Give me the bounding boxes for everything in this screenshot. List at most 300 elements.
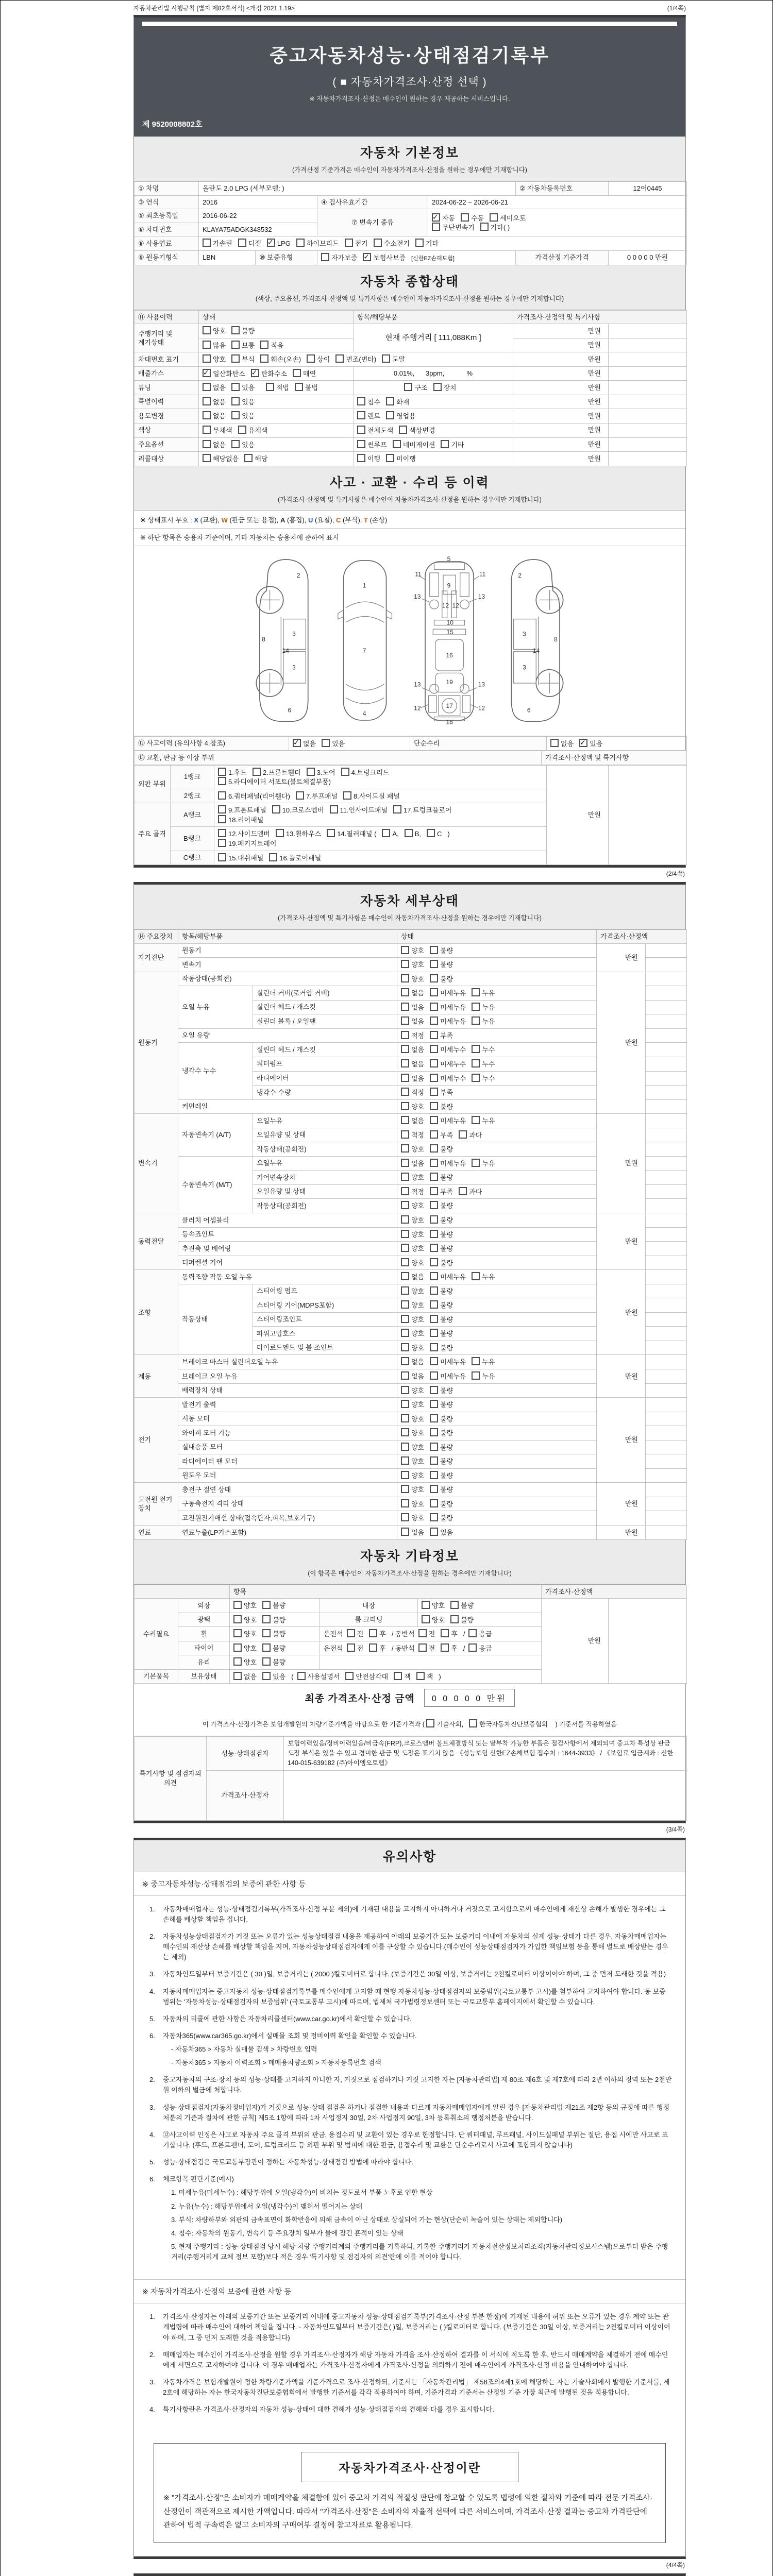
checkbox-icon[interactable]: [233, 1657, 242, 1666]
checkbox-option[interactable]: [430, 1456, 453, 1466]
checkbox-icon[interactable]: [430, 1173, 438, 1181]
checkbox-option[interactable]: [401, 1031, 424, 1041]
checkbox-icon[interactable]: [262, 1629, 271, 1637]
checkbox-icon[interactable]: [430, 1513, 438, 1521]
checkbox-option[interactable]: [401, 974, 424, 984]
checkbox-icon[interactable]: [401, 1244, 409, 1252]
checkbox-option[interactable]: [322, 739, 345, 749]
checkbox-icon[interactable]: [343, 791, 351, 800]
checkbox-option[interactable]: [386, 411, 416, 421]
checkbox-icon[interactable]: [480, 223, 489, 231]
checkbox-icon[interactable]: [369, 1629, 377, 1637]
checkbox-option[interactable]: [401, 1130, 424, 1140]
checkbox-option[interactable]: [472, 1357, 495, 1367]
checkbox-icon[interactable]: [374, 239, 382, 247]
checkbox-icon[interactable]: [401, 960, 409, 968]
checkbox-option[interactable]: [330, 805, 388, 815]
checkbox-option[interactable]: [238, 239, 261, 248]
checkbox-option[interactable]: [262, 1629, 285, 1639]
checkbox-icon[interactable]: [262, 1672, 271, 1680]
checkbox-icon[interactable]: [401, 1215, 409, 1224]
checkbox-option[interactable]: [401, 1088, 424, 1097]
checkbox-option[interactable]: [430, 1102, 453, 1112]
checkbox-icon[interactable]: [472, 1003, 480, 1011]
checkbox-icon[interactable]: [401, 1230, 409, 1238]
checkbox-icon[interactable]: [321, 253, 329, 261]
checkbox-option[interactable]: [430, 1173, 453, 1182]
checkbox-icon[interactable]: [401, 1315, 409, 1323]
checkbox-icon[interactable]: [430, 1144, 438, 1153]
checkbox-checked-icon[interactable]: [251, 369, 259, 377]
checkbox-option[interactable]: [231, 411, 255, 421]
checkbox-option[interactable]: [430, 1499, 453, 1509]
checkbox-icon[interactable]: [203, 426, 211, 434]
checkbox-option[interactable]: [430, 1300, 453, 1310]
checkbox-icon[interactable]: [262, 1657, 271, 1666]
checkbox-icon[interactable]: [238, 239, 246, 247]
checkbox-option[interactable]: [233, 1629, 257, 1639]
checkbox-option[interactable]: [472, 1159, 495, 1168]
checkbox-option[interactable]: [426, 1719, 463, 1728]
checkbox-icon[interactable]: [430, 1300, 438, 1309]
checkbox-option[interactable]: [430, 946, 453, 956]
checkbox-icon[interactable]: [472, 1059, 480, 1067]
checkbox-option[interactable]: [262, 1672, 285, 1682]
checkbox-icon[interactable]: [430, 960, 438, 968]
checkbox-option[interactable]: [472, 1272, 495, 1282]
checkbox-icon[interactable]: [430, 1031, 438, 1039]
checkbox-option[interactable]: [218, 815, 263, 825]
checkbox-icon[interactable]: [401, 1300, 409, 1309]
checkbox-icon[interactable]: [430, 1315, 438, 1323]
checkbox-option[interactable]: [203, 383, 226, 393]
checkbox-icon[interactable]: [262, 1601, 271, 1609]
checkbox-option[interactable]: [369, 1629, 386, 1639]
checkbox-option[interactable]: [327, 829, 376, 839]
checkbox-option[interactable]: [401, 1443, 424, 1452]
checkbox-icon[interactable]: [430, 1159, 438, 1167]
checkbox-icon[interactable]: [430, 1386, 438, 1394]
checkbox-icon[interactable]: [430, 1088, 438, 1096]
checkbox-option[interactable]: [393, 805, 451, 815]
checkbox-icon[interactable]: [231, 326, 240, 334]
checkbox-icon[interactable]: [404, 383, 412, 391]
checkbox-option[interactable]: [401, 1059, 424, 1069]
checkbox-icon[interactable]: [253, 768, 261, 776]
checkbox-checked-icon[interactable]: [267, 239, 275, 247]
checkbox-option[interactable]: [262, 1643, 285, 1653]
checkbox-icon[interactable]: [272, 805, 280, 814]
checkbox-option[interactable]: [430, 1272, 466, 1282]
checkbox-icon[interactable]: [347, 1643, 355, 1652]
checkbox-option[interactable]: [357, 397, 380, 407]
checkbox-icon[interactable]: [472, 1357, 480, 1365]
checkbox-icon[interactable]: [401, 1513, 409, 1521]
checkbox-option[interactable]: [401, 1300, 424, 1310]
checkbox-icon[interactable]: [433, 383, 442, 391]
checkbox-option[interactable]: [469, 1719, 548, 1728]
checkbox-option[interactable]: [203, 239, 232, 248]
checkbox-icon[interactable]: [357, 411, 365, 419]
checkbox-option[interactable]: [386, 397, 409, 407]
checkbox-icon[interactable]: [401, 1386, 409, 1394]
checkbox-icon[interactable]: [418, 1629, 427, 1637]
checkbox-option[interactable]: [260, 341, 283, 350]
checkbox-option[interactable]: [386, 454, 416, 464]
checkbox-option[interactable]: [401, 1528, 424, 1537]
checkbox-icon[interactable]: [231, 397, 240, 405]
checkbox-option[interactable]: [218, 839, 276, 849]
checkbox-option[interactable]: [231, 341, 255, 350]
checkbox-option[interactable]: [401, 1471, 424, 1481]
checkbox-icon[interactable]: [399, 426, 407, 434]
checkbox-option[interactable]: [430, 1357, 466, 1367]
checkbox-icon[interactable]: [430, 974, 438, 982]
checkbox-icon[interactable]: [203, 454, 211, 462]
checkbox-icon[interactable]: [430, 1059, 438, 1067]
checkbox-option[interactable]: [430, 1016, 466, 1026]
checkbox-icon[interactable]: [401, 1016, 409, 1025]
checkbox-option[interactable]: [430, 1485, 453, 1495]
checkbox-option[interactable]: [441, 1629, 458, 1639]
checkbox-icon[interactable]: [401, 1031, 409, 1039]
checkbox-icon[interactable]: [472, 1045, 480, 1053]
checkbox-icon[interactable]: [330, 805, 338, 814]
checkbox-icon[interactable]: [341, 768, 349, 776]
checkbox-icon[interactable]: [269, 853, 277, 861]
checkbox-option[interactable]: [295, 383, 318, 393]
checkbox-icon[interactable]: [430, 1357, 438, 1365]
checkbox-option[interactable]: [401, 1485, 424, 1495]
checkbox-icon[interactable]: [295, 383, 303, 391]
checkbox-option[interactable]: [430, 1258, 453, 1268]
checkbox-option[interactable]: [401, 1315, 424, 1325]
checkbox-icon[interactable]: [233, 1643, 242, 1652]
checkbox-icon[interactable]: [357, 454, 365, 462]
checkbox-icon[interactable]: [401, 1116, 409, 1124]
checkbox-option[interactable]: [430, 1386, 453, 1396]
checkbox-icon[interactable]: [441, 440, 449, 448]
checkbox-option[interactable]: [347, 1643, 364, 1653]
checkbox-icon[interactable]: [426, 1719, 434, 1727]
checkbox-icon[interactable]: [430, 1201, 438, 1209]
checkbox-option[interactable]: [472, 1371, 495, 1381]
checkbox-option[interactable]: [430, 1286, 453, 1296]
checkbox-option[interactable]: [393, 440, 435, 450]
checkbox-icon[interactable]: [233, 1672, 242, 1680]
checkbox-icon[interactable]: [218, 829, 226, 837]
checkbox-option[interactable]: [382, 354, 405, 364]
checkbox-icon[interactable]: [218, 777, 226, 785]
checkbox-option[interactable]: [401, 1343, 424, 1353]
checkbox-icon[interactable]: [401, 1456, 409, 1465]
checkbox-icon[interactable]: [244, 454, 253, 462]
checkbox-icon[interactable]: [472, 1371, 480, 1380]
checkbox-option[interactable]: [296, 791, 338, 801]
checkbox-option[interactable]: [404, 383, 427, 393]
checkbox-option[interactable]: [405, 829, 421, 839]
checkbox-icon[interactable]: [416, 1672, 425, 1680]
checkbox-icon[interactable]: [218, 791, 226, 800]
checkbox-icon[interactable]: [405, 829, 413, 837]
checkbox-icon[interactable]: [296, 239, 305, 247]
checkbox-option[interactable]: [401, 1074, 424, 1083]
checkbox-option[interactable]: [430, 1230, 453, 1240]
checkbox-icon[interactable]: [401, 1428, 409, 1436]
checkbox-option[interactable]: [401, 1456, 424, 1466]
checkbox-icon[interactable]: [231, 440, 240, 448]
checkbox-option[interactable]: [374, 239, 410, 248]
checkbox-icon[interactable]: [401, 1003, 409, 1011]
checkbox-option[interactable]: [401, 1244, 424, 1253]
checkbox-option[interactable]: [203, 369, 245, 379]
checkbox-icon[interactable]: [472, 1272, 480, 1280]
checkbox-option[interactable]: [418, 1643, 435, 1653]
checkbox-option[interactable]: [401, 1513, 424, 1523]
checkbox-icon[interactable]: [430, 1230, 438, 1238]
checkbox-option[interactable]: [430, 1116, 466, 1126]
checkbox-option[interactable]: [430, 1201, 453, 1211]
checkbox-icon[interactable]: [401, 1130, 409, 1139]
checkbox-option[interactable]: [357, 454, 380, 464]
checkbox-icon[interactable]: [459, 1187, 467, 1195]
checkbox-option[interactable]: [430, 1059, 466, 1069]
checkbox-option[interactable]: [415, 239, 439, 248]
checkbox-icon[interactable]: [430, 1045, 438, 1053]
checkbox-icon[interactable]: [203, 354, 211, 363]
checkbox-icon[interactable]: [307, 768, 315, 776]
checkbox-icon[interactable]: [262, 1643, 271, 1652]
checkbox-option[interactable]: [430, 1329, 453, 1338]
checkbox-option[interactable]: [401, 1102, 424, 1112]
checkbox-icon[interactable]: [401, 1414, 409, 1422]
checkbox-icon[interactable]: [386, 411, 394, 419]
checkbox-option[interactable]: [401, 1201, 424, 1211]
checkbox-icon[interactable]: [401, 1059, 409, 1067]
checkbox-icon[interactable]: [430, 1329, 438, 1337]
checkbox-icon[interactable]: [430, 1485, 438, 1493]
checkbox-option[interactable]: [307, 768, 335, 777]
checkbox-option[interactable]: [430, 1343, 453, 1353]
checkbox-option[interactable]: [233, 1601, 257, 1611]
checkbox-icon[interactable]: [401, 1272, 409, 1280]
checkbox-icon[interactable]: [401, 1357, 409, 1365]
checkbox-option[interactable]: [430, 1513, 453, 1523]
checkbox-option[interactable]: [401, 1144, 424, 1154]
checkbox-option[interactable]: [430, 1414, 453, 1424]
checkbox-option[interactable]: [244, 454, 267, 464]
checkbox-option[interactable]: [218, 768, 247, 777]
checkbox-option[interactable]: [579, 739, 602, 749]
checkbox-option[interactable]: [401, 1116, 424, 1126]
checkbox-option[interactable]: [343, 791, 400, 801]
checkbox-option[interactable]: [369, 1643, 386, 1653]
checkbox-icon[interactable]: [401, 1471, 409, 1479]
checkbox-option[interactable]: [218, 829, 270, 839]
checkbox-option[interactable]: [472, 988, 495, 998]
checkbox-icon[interactable]: [297, 1672, 306, 1680]
checkbox-option[interactable]: [401, 1286, 424, 1296]
checkbox-icon[interactable]: [430, 1471, 438, 1479]
checkbox-option[interactable]: [293, 739, 316, 749]
checkbox-option[interactable]: [401, 1045, 424, 1055]
checkbox-option[interactable]: [430, 1528, 453, 1537]
checkbox-option[interactable]: [401, 1400, 424, 1410]
checkbox-icon[interactable]: [401, 1159, 409, 1167]
checkbox-option[interactable]: [472, 1059, 495, 1069]
checkbox-option[interactable]: [472, 1016, 495, 1026]
checkbox-option[interactable]: [262, 1601, 285, 1611]
checkbox-option[interactable]: [422, 1615, 445, 1625]
checkbox-option[interactable]: [422, 1601, 445, 1611]
checkbox-option[interactable]: [357, 440, 387, 450]
checkbox-option[interactable]: [401, 1329, 424, 1338]
checkbox-icon[interactable]: [461, 213, 469, 222]
checkbox-option[interactable]: [430, 1443, 453, 1452]
checkbox-option[interactable]: [430, 1315, 453, 1325]
checkbox-icon[interactable]: [218, 805, 226, 814]
checkbox-icon[interactable]: [345, 1672, 354, 1680]
checkbox-option[interactable]: [357, 411, 380, 421]
checkbox-icon[interactable]: [430, 946, 438, 954]
checkbox-icon[interactable]: [357, 440, 365, 448]
checkbox-checked-icon[interactable]: [363, 253, 371, 261]
checkbox-icon[interactable]: [430, 988, 438, 996]
checkbox-icon[interactable]: [401, 1187, 409, 1195]
checkbox-icon[interactable]: [203, 440, 211, 448]
checkbox-icon[interactable]: [401, 988, 409, 996]
checkbox-icon[interactable]: [401, 1102, 409, 1110]
checkbox-option[interactable]: [253, 768, 301, 777]
checkbox-option[interactable]: [401, 1003, 424, 1012]
checkbox-icon[interactable]: [490, 213, 498, 222]
checkbox-icon[interactable]: [430, 1343, 438, 1351]
checkbox-option[interactable]: [233, 1672, 257, 1682]
checkbox-option[interactable]: [231, 383, 255, 393]
checkbox-option[interactable]: [233, 1657, 257, 1667]
checkbox-icon[interactable]: [430, 1016, 438, 1025]
checkbox-option[interactable]: [418, 1629, 435, 1639]
checkbox-icon[interactable]: [430, 1187, 438, 1195]
checkbox-icon[interactable]: [430, 1130, 438, 1139]
checkbox-option[interactable]: [490, 213, 526, 223]
checkbox-icon[interactable]: [430, 1400, 438, 1408]
checkbox-icon[interactable]: [401, 1258, 409, 1266]
checkbox-checked-icon[interactable]: [293, 739, 301, 747]
checkbox-icon[interactable]: [430, 1456, 438, 1465]
checkbox-option[interactable]: [461, 213, 484, 223]
checkbox-icon[interactable]: [430, 1272, 438, 1280]
checkbox-icon[interactable]: [203, 383, 211, 391]
checkbox-icon[interactable]: [401, 1286, 409, 1295]
checkbox-option[interactable]: [347, 1629, 364, 1639]
checkbox-icon[interactable]: [382, 829, 390, 837]
checkbox-icon[interactable]: [472, 1016, 480, 1025]
checkbox-icon[interactable]: [401, 1074, 409, 1082]
checkbox-option[interactable]: [472, 1045, 495, 1055]
checkbox-option[interactable]: [401, 1173, 424, 1182]
checkbox-icon[interactable]: [357, 397, 365, 405]
checkbox-icon[interactable]: [203, 326, 211, 334]
checkbox-icon[interactable]: [430, 1215, 438, 1224]
checkbox-option[interactable]: [472, 1074, 495, 1083]
checkbox-option[interactable]: [293, 369, 316, 379]
checkbox-option[interactable]: [262, 1657, 285, 1667]
checkbox-icon[interactable]: [401, 1343, 409, 1351]
checkbox-icon[interactable]: [401, 1371, 409, 1380]
checkbox-option[interactable]: [231, 440, 255, 450]
checkbox-option[interactable]: [218, 805, 266, 815]
checkbox-option[interactable]: [430, 1130, 453, 1140]
checkbox-icon[interactable]: [468, 1629, 477, 1637]
checkbox-icon[interactable]: [386, 397, 394, 405]
checkbox-icon[interactable]: [203, 397, 211, 405]
checkbox-icon[interactable]: [450, 1615, 459, 1623]
checkbox-option[interactable]: [401, 1371, 424, 1381]
checkbox-icon[interactable]: [401, 1088, 409, 1096]
checkbox-icon[interactable]: [459, 1130, 467, 1139]
checkbox-icon[interactable]: [260, 354, 268, 363]
checkbox-icon[interactable]: [450, 1601, 459, 1609]
checkbox-option[interactable]: [233, 1643, 257, 1653]
checkbox-icon[interactable]: [345, 239, 353, 247]
checkbox-option[interactable]: [203, 326, 226, 336]
checkbox-option[interactable]: [233, 1615, 257, 1625]
checkbox-icon[interactable]: [203, 341, 211, 349]
checkbox-option[interactable]: [480, 223, 510, 232]
checkbox-option[interactable]: [401, 1159, 424, 1168]
checkbox-icon[interactable]: [296, 791, 304, 800]
checkbox-option[interactable]: [430, 1144, 453, 1154]
checkbox-option[interactable]: [269, 853, 321, 863]
checkbox-option[interactable]: [203, 354, 226, 364]
checkbox-option[interactable]: [401, 960, 424, 970]
checkbox-icon[interactable]: [430, 1003, 438, 1011]
checkbox-icon[interactable]: [218, 815, 226, 823]
checkbox-option[interactable]: [357, 426, 393, 435]
checkbox-option[interactable]: [401, 1428, 424, 1438]
checkbox-option[interactable]: [441, 1643, 458, 1653]
checkbox-option[interactable]: [401, 1258, 424, 1268]
checkbox-icon[interactable]: [393, 805, 401, 814]
checkbox-icon[interactable]: [307, 354, 315, 363]
checkbox-option[interactable]: [430, 1371, 466, 1381]
checkbox-option[interactable]: [450, 1615, 474, 1625]
checkbox-checked-icon[interactable]: [203, 369, 211, 377]
checkbox-icon[interactable]: [472, 1074, 480, 1082]
checkbox-option[interactable]: [218, 791, 290, 801]
checkbox-option[interactable]: [231, 397, 255, 407]
checkbox-option[interactable]: [430, 1244, 453, 1253]
checkbox-icon[interactable]: [357, 426, 365, 434]
checkbox-option[interactable]: [416, 1672, 433, 1682]
checkbox-icon[interactable]: [430, 1414, 438, 1422]
checkbox-icon[interactable]: [430, 1428, 438, 1436]
checkbox-checked-icon[interactable]: [579, 739, 587, 747]
checkbox-icon[interactable]: [394, 1672, 402, 1680]
checkbox-icon[interactable]: [550, 739, 559, 747]
checkbox-option[interactable]: [231, 354, 255, 364]
checkbox-icon[interactable]: [401, 1329, 409, 1337]
checkbox-option[interactable]: [262, 1615, 285, 1625]
checkbox-option[interactable]: [472, 1003, 495, 1012]
checkbox-icon[interactable]: [401, 1045, 409, 1053]
checkbox-icon[interactable]: [472, 1159, 480, 1167]
checkbox-option[interactable]: [468, 1629, 492, 1639]
checkbox-option[interactable]: [218, 853, 263, 863]
checkbox-option[interactable]: [430, 1159, 466, 1168]
checkbox-option[interactable]: [401, 1414, 424, 1424]
